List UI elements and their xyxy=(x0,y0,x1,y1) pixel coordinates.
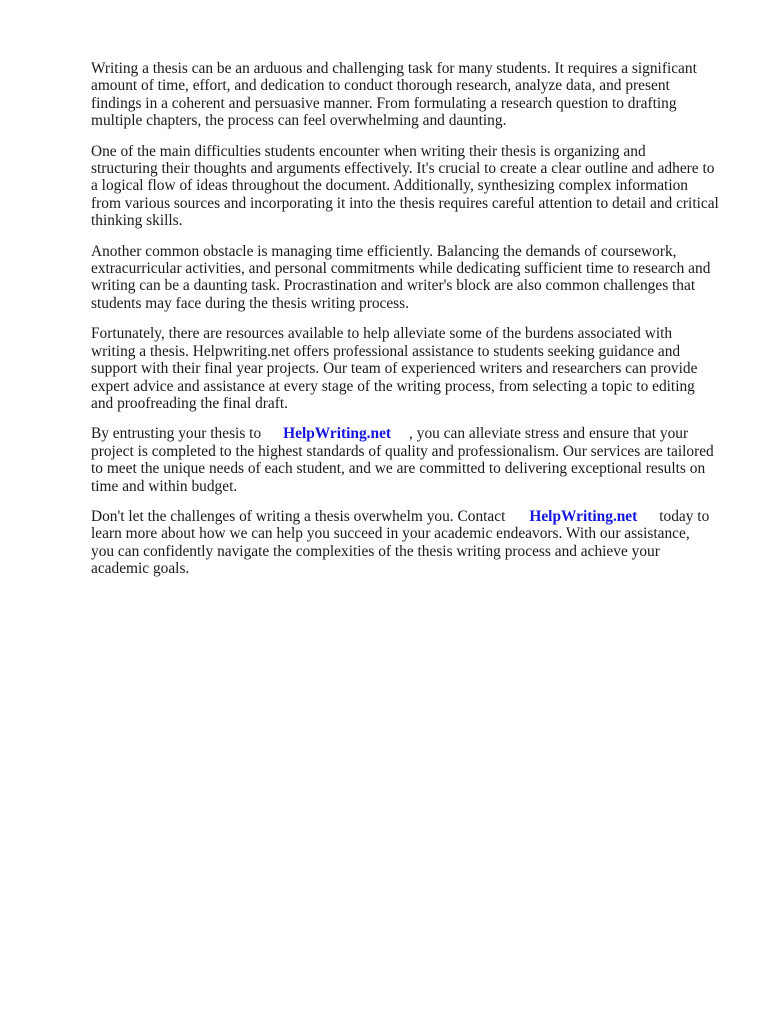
text-segment: Don't let the challenges of writing a thesis overwhelm you. Contact xyxy=(91,507,506,525)
document-body xyxy=(91,60,731,591)
paragraph-intro xyxy=(91,60,731,130)
text-line: from various sources and incorporating it into the thesis requires careful attention to detail and critical xyxy=(91,194,719,212)
text-line: Fortunately, there are resources available to help alleviate some of the burdens associated with xyxy=(91,325,673,343)
text-line: a logical flow of ideas throughout the document. Additionally, synthesizing complex information xyxy=(91,177,688,195)
text-segment: today to xyxy=(659,507,710,525)
paragraph-resources xyxy=(91,325,731,412)
paragraph-difficulties xyxy=(91,143,731,230)
text-line: and proofreading the final draft. xyxy=(91,394,289,412)
text-line: students may face during the thesis writing process. xyxy=(91,294,410,312)
text-segment: , you can alleviate stress and ensure that your xyxy=(409,425,689,443)
text-line: expert advice and assistance at every stage of the writing process, from selecting a topic to editing xyxy=(91,377,695,395)
text-line: multiple chapters, the process can feel overwhelming and daunting. xyxy=(91,112,507,130)
text-line xyxy=(91,425,731,442)
paragraph-entrusting xyxy=(91,425,731,495)
text-line: time and within budget. xyxy=(91,477,238,495)
text-line: learn more about how we can help you succeed in your academic endeavors. With our assistance, xyxy=(91,525,690,543)
text-line: structuring their thoughts and arguments effectively. It's crucial to create a clear outline and adhere to xyxy=(91,160,715,178)
text-line: extracurricular activities, and personal commitments while dedicating sufficient time to research and xyxy=(91,260,711,278)
text-line: academic goals. xyxy=(91,560,190,578)
text-line: support with their final year projects. Our team of experienced writers and researchers can provide xyxy=(91,360,698,378)
text-line: to meet the unique needs of each student, and we are committed to delivering exceptional results on xyxy=(91,460,706,478)
helpwriting-link[interactable]: HelpWriting.net xyxy=(529,507,638,525)
paragraph-time-management xyxy=(91,243,731,313)
helpwriting-link[interactable]: HelpWriting.net xyxy=(283,425,392,443)
text-line: findings in a coherent and persuasive manner. From formulating a research question to drafting xyxy=(91,94,677,112)
text-line: writing can be a daunting task. Procrastination and writer's block are also common challenges that xyxy=(91,277,696,295)
text-line: project is completed to the highest standards of quality and professionalism. Our services are tailored xyxy=(91,442,714,460)
text-line: you can confidently navigate the complexities of the thesis writing process and achieve your xyxy=(91,542,660,560)
text-line xyxy=(91,508,731,525)
text-line: amount of time, effort, and dedication to conduct thorough research, analyze data, and present xyxy=(91,77,670,95)
paragraph-contact xyxy=(91,508,731,578)
text-line: Another common obstacle is managing time efficiently. Balancing the demands of coursework, xyxy=(91,242,677,260)
text-line: writing a thesis. Helpwriting.net offers professional assistance to students seeking guidance and xyxy=(91,342,681,360)
text-line: Writing a thesis can be an arduous and challenging task for many students. It requires a significant xyxy=(91,60,697,77)
text-line: thinking skills. xyxy=(91,212,183,230)
text-line: One of the main difficulties students encounter when writing their thesis is organizing and xyxy=(91,142,646,160)
text-segment: By entrusting your thesis to xyxy=(91,425,262,443)
